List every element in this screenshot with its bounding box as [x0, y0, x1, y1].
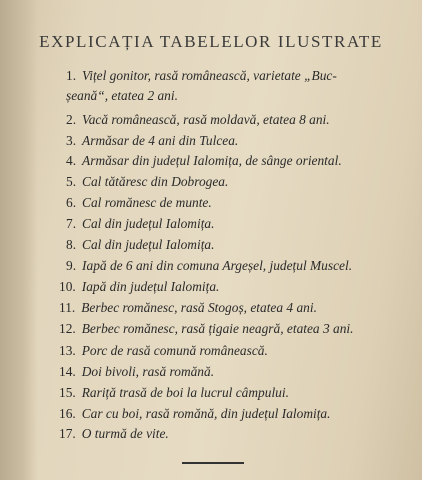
list-item: 15. Rariță trasă de boi la lucrul câmpului. [59, 385, 289, 400]
list-item: 3. Armăsar de 4 ani din Tulcea. [66, 133, 239, 148]
list-item: 16. Car cu boi, rasă romănă, din județul Ialomița. [59, 406, 331, 421]
end-divider-rule [182, 462, 244, 464]
list-item: 5. Cal tătăresc din Dobrogea. [66, 174, 229, 189]
list-item: 2. Vacă românească, rasă moldavă, etatea 8 ani. [66, 112, 330, 127]
list-item: 10. Iapă din județul Ialomița. [59, 279, 220, 294]
list-item: 14. Doi bivoli, rasă romănă. [59, 364, 215, 379]
book-spine-shadow [0, 0, 38, 480]
list-item: 17. O turmă de vite. [59, 426, 169, 441]
page-title: EXPLICAȚIA TABELELOR ILUSTRATE [39, 32, 383, 51]
list-item: 11. Berbec romănesc, rasă Stogoș, etatea 4 ani. [59, 300, 317, 315]
list-item: 12. Berbec romănesc, rasă țigaie neagră, etatea 3 ani. [59, 321, 354, 336]
list-item: 6. Cal romănesc de munte. [66, 195, 212, 210]
list-item-continuation: șeană“, etatea 2 ani. [66, 88, 178, 103]
list-item: 4. Armăsar din județul Ialomița, de sânge oriental. [66, 153, 342, 168]
list-item: 9. Iapă de 6 ani din comuna Argeșel, județul Muscel. [66, 258, 353, 273]
list-item: 8. Cal din județul Ialomița. [66, 237, 215, 252]
list-item: 7. Cal din județul Ialomița. [66, 216, 215, 231]
list-item: 13. Porc de rasă comună românească. [59, 343, 268, 358]
list-item: 1. Vițel gonitor, rasă românească, varietate „Buc- [66, 68, 337, 83]
